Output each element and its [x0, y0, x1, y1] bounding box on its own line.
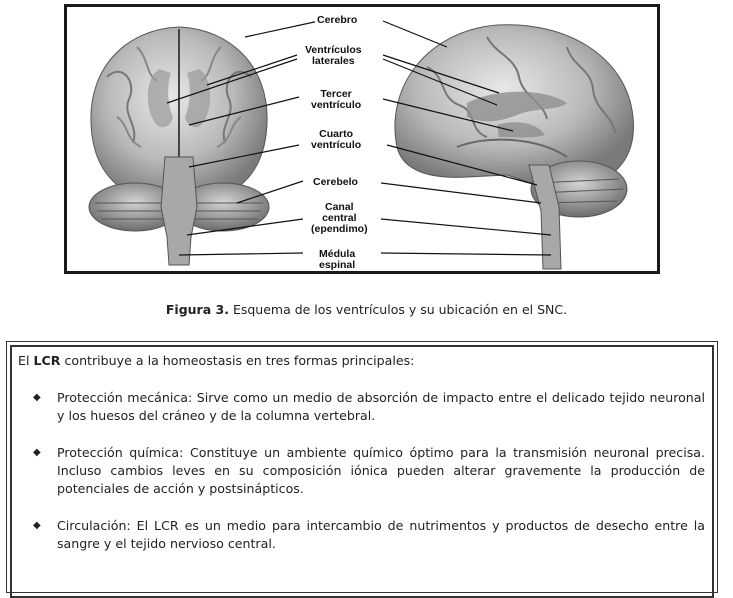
label-medula-espinal-line2: espinal [319, 259, 356, 271]
list-item-proteccion-mecanica: Protección mecánica: Sirve como un medio de absorción de impacto entre el delicado tejido neuronal y los huesos del cráneo y de la columna vertebral. [57, 390, 705, 423]
label-ventriculos-laterales [303, 45, 364, 67]
list-item-circulacion: Circulación: El LCR es un medio para intercambio de nutrimentos y productos de desecho entre la sangre y el tejido nervioso central. [57, 518, 705, 551]
label-canal-central-line3: (ependimo) [311, 223, 368, 235]
label-canal-central-line2: central [322, 212, 357, 224]
figure-caption-text: Esquema de los ventrículos y su ubicación en el SNC. [228, 302, 568, 317]
label-cuarto-ventriculo-line1: Cuarto [319, 128, 354, 140]
label-cuarto-ventriculo [309, 129, 363, 151]
label-ventriculos-laterales-line1: Ventrículos [305, 44, 362, 56]
label-tercer-ventriculo-line2: ventrículo [311, 99, 362, 111]
frontal-brain-view [89, 27, 269, 265]
lcr-intro-post: contribuye a la homeostasis en tres formas principales: [60, 353, 415, 368]
label-cuarto-ventriculo-line2: ventrículo [311, 139, 362, 151]
bullet-icon: ◆ [33, 520, 41, 531]
bullet-icon: ◆ [33, 392, 41, 403]
label-canal-central [309, 202, 370, 235]
label-cerebro: Cerebro [317, 14, 358, 26]
label-ventriculos-laterales-line2: laterales [311, 55, 355, 67]
lateral-brain-view [395, 25, 634, 269]
lcr-intro-bold: LCR [33, 353, 61, 368]
label-cerebelo: Cerebelo [313, 176, 358, 188]
label-tercer-ventriculo [309, 89, 363, 111]
figure-caption [0, 302, 733, 317]
brain-figure [64, 4, 660, 274]
lcr-intro-pre: El [18, 353, 34, 368]
figure-caption-prefix: Figura 3. [165, 302, 229, 317]
label-medula-espinal [317, 249, 357, 271]
bullet-icon: ◆ [33, 447, 41, 458]
label-tercer-ventriculo-line1: Tercer [320, 88, 352, 100]
label-medula-espinal-line1: Médula [319, 248, 356, 260]
label-canal-central-line1: Canal [325, 201, 354, 213]
list-item-proteccion-quimica: Protección química: Constituye un ambiente químico óptimo para la transmisión neuronal precisa. Incluso cambios leves en su composición iónica pueden alterar gravemente la producción de potenciales de acción y postsinápticos. [57, 445, 705, 496]
lcr-intro [18, 353, 414, 368]
